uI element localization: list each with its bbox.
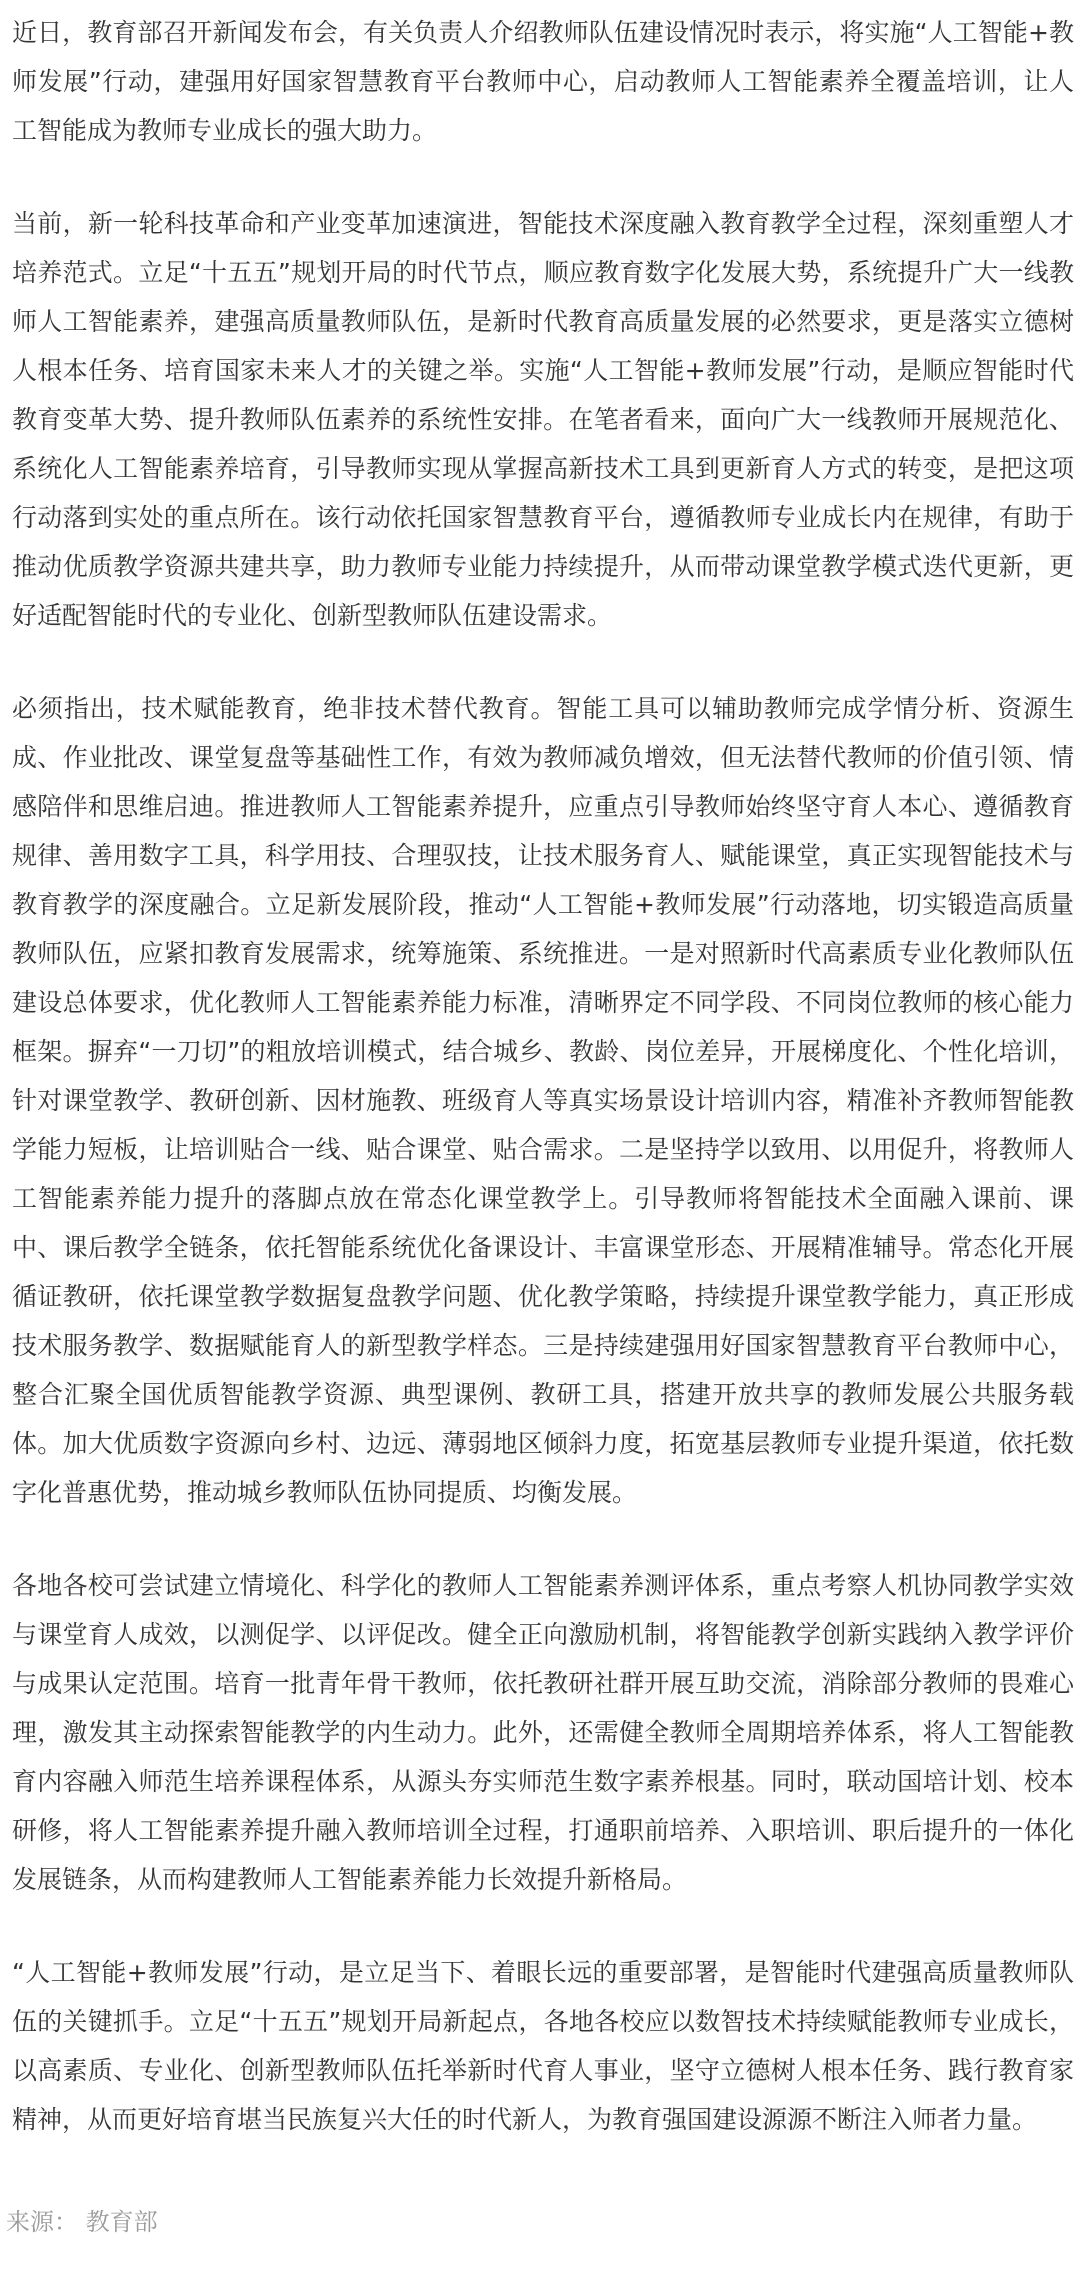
article-body xyxy=(12,8,1074,2188)
article-paragraph-1: 近日，教育部召开新闻发布会，有关负责人介绍教师队伍建设情况时表示，将实施“人工智能+教师发展”行动，建强用好国家智慧教育平台教师中心，启动教师人工智能素养全覆盖培训，让人工智能成为教师专业成长的强大助力。 xyxy=(12,18,1074,145)
article-paragraph-3: 必须指出，技术赋能教育，绝非技术替代教育。智能工具可以辅助教师完成学情分析、资源生成、作业批改、课堂复盘等基础性工作，有效为教师减负增效，但无法替代教师的价值引领、情感陪伴和思维启迪。推进教师人工智能素养提升，应重点引导教师始终坚守育人本心、遵循教育规律、善用数字工具，科学用技、合理驭技，让技术服务育人、赋能课堂，真正实现智能技术与教育教学的深度融合。立足新发展阶段，推动“人工智能+教师发展”行动落地，切实锻造高质量教师队伍，应紧扣教育发展需求，统筹施策、系统推进。一是对照新时代高素质专业化教师队伍建设总体要求，优化教师人工智能素养能力标准，清晰界定不同学段、不同岗位教师的核心能力框架。摒弃“一刀切”的粗放培训模式，结合城乡、教龄、岗位差异，开展梯度化、个性化培训，针对课堂教学、教研创新、因材施教、班级育人等真实场景设计培训内容，精准补齐教师智能教学能力短板，让培训贴合一线、贴合课堂、贴合需求。二是坚持学以致用、以用促升，将教师人工智能素养能力提升的落脚点放在常态化课堂教学上。引导教师将智能技术全面融入课前、课中、课后教学全链条，依托智能系统优化备课设计、丰富课堂形态、开展精准辅导。常态化开展循证教研，依托课堂教学数据复盘教学问题、优化教学策略，持续提升课堂教学能力，真正形成技术服务教学、数据赋能育人的新型教学样态。三是持续建强用好国家智慧教育平台教师中心，整合汇聚全国优质智能教学资源、典型课例、教研工具，搭建开放共享的教师发展公共服务载体。加大优质数字资源向乡村、边远、薄弱地区倾斜力度，拓宽基层教师专业提升渠道，依托数字化普惠优势，推动城乡教师队伍协同提质、均衡发展。 xyxy=(12,694,1074,1507)
article-paragraph-5: “人工智能+教师发展”行动，是立足当下、着眼长远的重要部署，是智能时代建强高质量教师队伍的关键抓手。立足“十五五”规划开局新起点，各地各校应以数智技术持续赋能教师专业成长，以高素质、专业化、创新型教师队伍托举新时代育人事业，坚守立德树人根本任务、践行教育家精神，从而更好培育堪当民族复兴大任的时代新人，为教育强国建设源源不断注入师者力量。 xyxy=(12,1958,1074,2134)
article-paragraph-4: 各地各校可尝试建立情境化、科学化的教师人工智能素养测评体系，重点考察人机协同教学实效与课堂育人成效，以测促学、以评促改。健全正向激励机制，将智能教学创新实践纳入教学评价与成果认定范围。培育一批青年骨干教师，依托教研社群开展互助交流，消除部分教师的畏难心理，激发其主动探索智能教学的内生动力。此外，还需健全教师全周期培养体系，将人工智能教育内容融入师范生培养课程体系，从源头夯实师范生数字素养根基。同时，联动国培计划、校本研修，将人工智能素养提升融入教师培训全过程，打通职前培养、入职培训、职后提升的一体化发展链条，从而构建教师人工智能素养能力长效提升新格局。 xyxy=(12,1571,1074,1894)
source-attribution: 来源： 教育部 xyxy=(6,2208,158,2236)
article-paragraph-2: 当前，新一轮科技革命和产业变革加速演进，智能技术深度融入教育教学全过程，深刻重塑人才培养范式。立足“十五五”规划开局的时代节点，顺应教育数字化发展大势，系统提升广大一线教师人工智能素养，建强高质量教师队伍，是新时代教育高质量发展的必然要求，更是落实立德树人根本任务、培育国家未来人才的关键之举。实施“人工智能+教师发展”行动，是顺应智能时代教育变革大势、提升教师队伍素养的系统性安排。在笔者看来，面向广大一线教师开展规范化、系统化人工智能素养培育，引导教师实现从掌握高新技术工具到更新育人方式的转变，是把这项行动落到实处的重点所在。该行动依托国家智慧教育平台，遵循教师专业成长内在规律，有助于推动优质教学资源共建共享，助力教师专业能力持续提升，从而带动课堂教学模式迭代更新，更好适配智能时代的专业化、创新型教师队伍建设需求。 xyxy=(12,209,1074,630)
